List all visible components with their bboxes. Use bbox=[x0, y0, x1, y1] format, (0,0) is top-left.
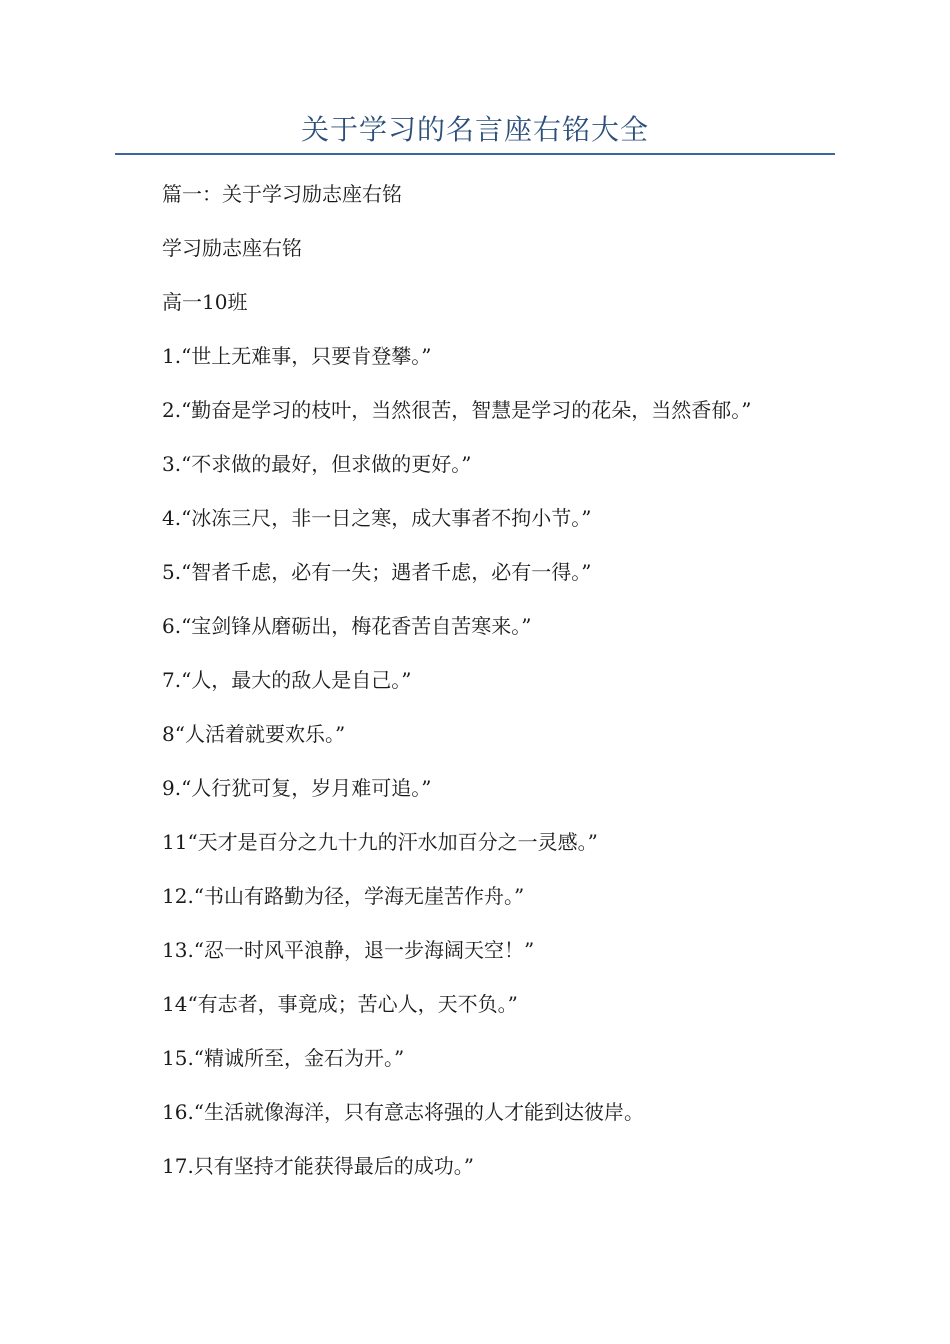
document-title: 关于学习的名言座右铭大全 bbox=[300, 113, 649, 146]
quote-item: 16.“生活就像海洋，只有意志将强的人才能到达彼岸。 bbox=[162, 1100, 645, 1124]
quote-item: 9.“人行犹可复，岁月难可追。” bbox=[162, 776, 432, 800]
title-underline bbox=[115, 153, 835, 155]
quote-item: 4.“冰冻三尺，非一日之寒，成大事者不拘小节。” bbox=[162, 506, 592, 530]
quote-item: 14“有志者，事竟成；苦心人，天不负。” bbox=[162, 992, 518, 1016]
quote-item: 8“人活着就要欢乐。” bbox=[162, 722, 346, 746]
quote-item: 2.“勤奋是学习的枝叶，当然很苦，智慧是学习的花朵，当然香郁。” bbox=[162, 398, 752, 422]
quote-item: 1.“世上无难事，只要肯登攀。” bbox=[162, 344, 432, 368]
quote-item: 6.“宝剑锋从磨砺出，梅花香苦自苦寒来。” bbox=[162, 614, 532, 638]
quote-item: 13.“忍一时风平浪静，退一步海阔天空！” bbox=[162, 938, 535, 962]
class-label: 高一10班 bbox=[162, 290, 248, 314]
quote-item: 11“天才是百分之九十九的汗水加百分之一灵感。” bbox=[162, 830, 598, 854]
subtitle: 学习励志座右铭 bbox=[162, 236, 302, 260]
quote-item: 5.“智者千虑，必有一失；遇者千虑，必有一得。” bbox=[162, 560, 592, 584]
quote-item: 7.“人，最大的敌人是自己。” bbox=[162, 668, 412, 692]
quote-item: 12.“书山有路勤为径，学海无崖苦作舟。” bbox=[162, 884, 525, 908]
quote-item: 3.“不求做的最好，但求做的更好。” bbox=[162, 452, 472, 476]
document-body bbox=[115, 178, 790, 1204]
quote-item: 15.“精诚所至，金石为开。” bbox=[162, 1046, 405, 1070]
section-heading: 篇一：关于学习励志座右铭 bbox=[162, 182, 402, 206]
quote-item: 17.只有坚持才能获得最后的成功。” bbox=[162, 1154, 475, 1178]
